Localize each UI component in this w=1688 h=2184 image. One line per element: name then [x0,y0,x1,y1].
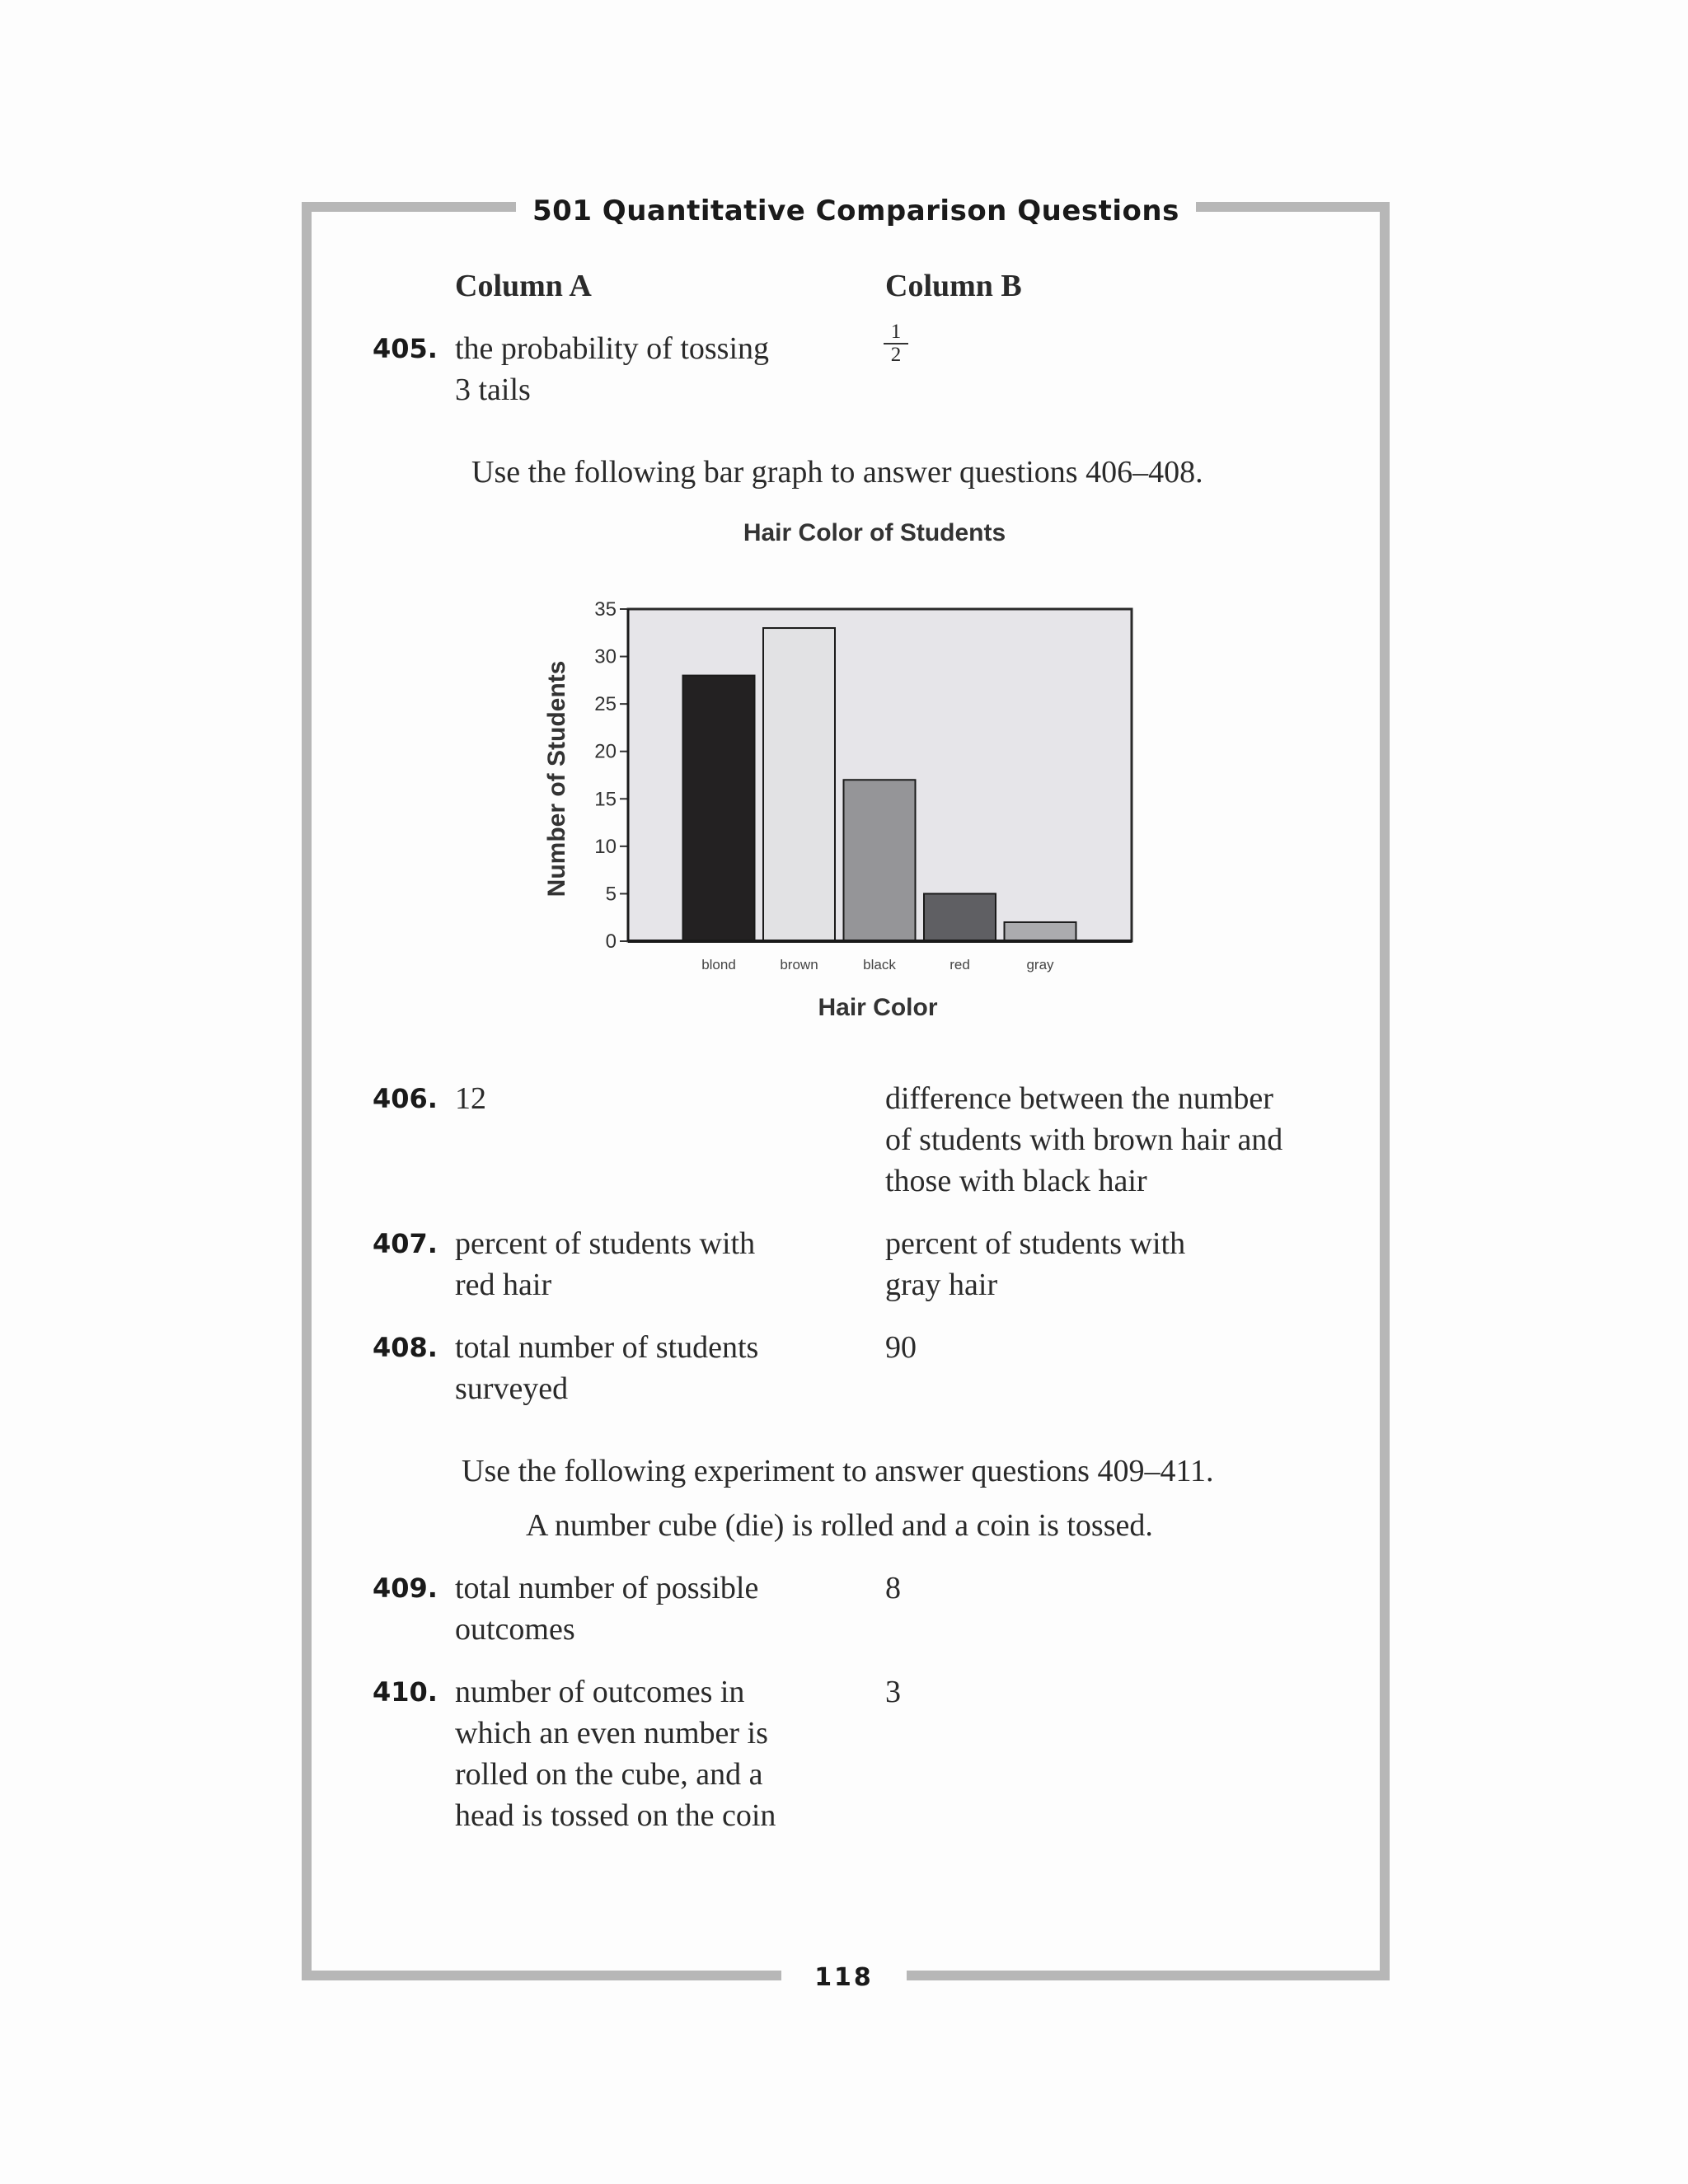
column-a-heading: Column A [455,269,592,303]
x-tick-label-black: black [863,957,896,972]
x-axis-label: Hair Color [818,994,938,1021]
q409-column-b-line-1: 8 [885,1571,901,1605]
instruction-experiment: Use the following experiment to answer questions 409–411. [462,1454,1214,1488]
x-tick-label-blond: blond [701,957,736,972]
q409-column-a-line-1: total number of possible [455,1571,759,1605]
q406-column-b-line-2: of students with brown hair and [885,1122,1283,1157]
bar-gray [1005,922,1076,941]
y-axis-ticks [594,598,628,953]
q406-column-b-line-3: those with black hair [885,1164,1147,1198]
y-tick-label-25: 25 [594,693,617,716]
q410-column-a-line-4: head is tossed on the coin [455,1798,776,1833]
bar-blond [683,676,755,941]
q408-column-a-line-1: total number of students [455,1330,759,1365]
q409-column-a-line-2: outcomes [455,1612,575,1647]
page-number: 118 [781,1957,907,1999]
q408-column-a-line-2: surveyed [455,1371,569,1406]
question-number-406: 406. [373,1083,438,1114]
bar-red [924,893,996,941]
x-tick-label-red: red [950,957,970,972]
x-tick-label-gray: gray [1026,957,1054,972]
q410-column-a-line-2: which an even number is [455,1716,768,1750]
question-number-408: 408. [373,1332,438,1363]
q407-column-b-line-2: gray hair [885,1268,998,1302]
q406-column-a-line-1: 12 [455,1081,486,1116]
q410-column-b-line-1: 3 [885,1675,901,1709]
hair-color-bar-chart [528,511,1154,1038]
running-header: 501 Quantitative Comparison Questions [516,186,1196,236]
y-tick-label-35: 35 [594,598,617,621]
question-number-407: 407. [373,1228,438,1259]
fraction-numerator: 1 [884,321,908,344]
q406-column-b-line-1: difference between the number [885,1081,1273,1116]
bar-black [844,780,916,941]
chart-title: Hair Color of Students [743,519,1006,546]
y-tick-label-20: 20 [594,740,617,763]
q408-column-b-line-1: 90 [885,1330,917,1365]
q405-column-b-fraction [884,321,908,366]
x-axis-ticks [701,957,1054,972]
fraction-denominator: 2 [890,344,902,366]
bar-brown [763,628,835,941]
q407-column-a-line-1: percent of students with [455,1226,756,1261]
instruction-bar-graph: Use the following bar graph to answer questions 406–408. [471,455,1203,490]
q405-column-a-line-1: the probability of tossing [455,331,770,366]
q410-column-a-line-1: number of outcomes in [455,1675,745,1709]
q407-column-a-line-2: red hair [455,1268,552,1302]
y-tick-label-30: 30 [594,645,617,668]
experiment-description: A number cube (die) is rolled and a coin is tossed. [526,1508,1153,1543]
column-b-heading: Column B [885,269,1022,303]
y-tick-label-10: 10 [594,835,617,858]
q407-column-b-line-1: percent of students with [885,1226,1186,1261]
q405-column-a-line-2: 3 tails [455,373,531,407]
y-axis-label: Number of Students [543,660,570,898]
question-number-410: 410. [373,1676,438,1708]
question-number-405: 405. [373,333,438,364]
y-tick-label-0: 0 [605,930,617,953]
y-tick-label-5: 5 [605,883,617,906]
question-number-409: 409. [373,1572,438,1604]
q410-column-a-line-3: rolled on the cube, and a [455,1757,763,1792]
x-tick-label-brown: brown [780,957,818,972]
y-tick-label-15: 15 [594,788,617,811]
